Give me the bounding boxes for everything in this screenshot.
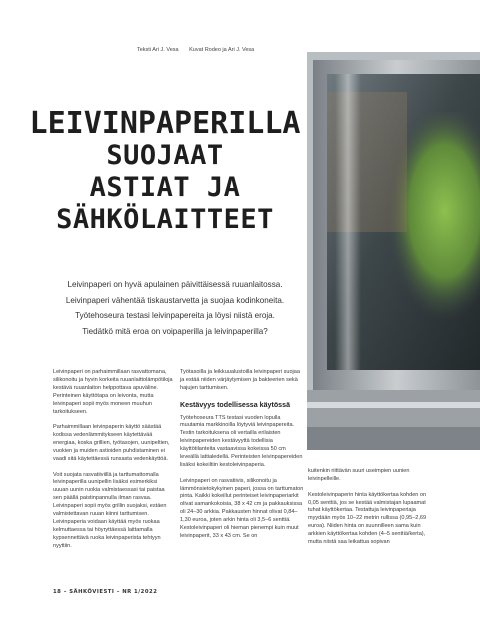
title-line-4: SÄHKÖLAITTEET [56, 204, 274, 235]
lead-paragraph [20, 277, 330, 339]
body-column-2 [180, 369, 304, 549]
oven-photo [307, 52, 480, 450]
lead-line: Tiedätkö mitä eroa on voipaperilla ja leivinpaperilla? [82, 326, 268, 336]
text-credit: Teksti Ari J. Vesa [137, 47, 179, 53]
page-footer: 18 – SÄHKÖVIESTI – NR 1/2022 [53, 589, 158, 595]
body-paragraph: Leivinpaperi on parhaimmillaan rasvattomana, silikonoitu ja hyvin korkeita ruuanlaittolämpötiloja kestävä ruuanlaiton helppottava apuväline. Perinteinen käyttötapa on leivonta, mutta leivinpaperi sopii myös moneen muuhun tarkoitukseen. [53, 369, 173, 415]
body-paragraph: Työtasoilla ja leikkuualustoilla leivinpaperi suojaa ja estää niiden värjäytymisen ja bakteerien sekä hajujen tarttumisen. [180, 369, 300, 391]
title-line-3: ASTIAT JA [89, 172, 241, 203]
body-paragraph: Voit suojata rasvatiiviillä ja tarttumattomalla leivinpaperilla uunipellin lisäksi esimerkiksi uuuan uunin ruokia valmistaessasi tai paistaa sen päällä paistinpannulla ilman rasvaa. Leivinpaperi sopii myös grillin suojaksi, estäen valmistettavan ruuan kiinni tarttumisen. Leivinpaperia voidaan käyttää myös ruokaa kelmuttaessa tai höyryttäessä laittamalla kypsennettävä ruoka leivinpaperista tehtyyn nyyttiin. [53, 471, 167, 549]
title-line-2: SUOJAAT [106, 140, 224, 171]
body-column-3 [308, 468, 436, 555]
article-title [0, 108, 330, 236]
article-credits [137, 47, 263, 53]
lead-line: Leivinpaperi vähentää tiskaustarvetta ja suojaa kodinkoneita. [65, 295, 285, 305]
body-paragraph: Parhaimmillaan leivinpaperin käyttö säästää kodissa vedenlämmitykseen käytettävää energiaa, koska grillien, työtasojen, uunipeltien, vuokien ja muiden astioiden puhdistaminen ei vaadi sitä käytettäessä runsasta vedenkäyttöä. [53, 424, 170, 462]
section-heading: Kestävyys todellisessa käytössä [180, 400, 291, 409]
lead-line: Leivinpaperi on hyvä apulainen päivittäisessä ruuanlaitossa. [67, 280, 283, 289]
lead-line: Työtehoseura testasi leivinpapereita ja löysi niistä eroja. [75, 311, 275, 321]
body-column-1 [53, 369, 173, 558]
body-paragraph: Leivinpaperi on rasvatiivis, silikonoitu ja lämmönsietokykyinen paperi, jossa on tarttumaton pinta. Kaikki kokeillut perinteiset leivinpaperiarkit olivat samankokoisia, 38 x 42 cm ja pakkauksissa oli 24–30 arkkia. Pakkausten hinnat olivat 0,84–1,30 euroa, joten arkin hinta oli 3,5–6 senttiä. Kestoleivinpaperi oli hieman pienempi kuin muut leivinpaperit, 33 x 43 cm. Se on [180, 477, 304, 539]
body-paragraph: kuitenkin riittävän suuri useimpien uunien leivinpelleille. [308, 468, 410, 482]
photo-credit: Kuvat Rodeo ja Ari J. Vesa [189, 47, 255, 53]
title-line-1: LEIVINPAPERILLA [29, 106, 301, 141]
oven-photo-illustration [307, 52, 480, 450]
body-paragraph: Kestoleivinpaperin hinta käyttökertaa kohden on 0,05 senttiä, jos se kestää valmistajan lupaamat tuhat käyttökertaa. Testattuja leivinpaperiaja myydään myös 10–22 metrin rullissa (0,95–2,69 euroa). Niiden hinta on suunnilleen sama kuin arkkien käyttökertaa kohden (4–5 senttiä/kerta), mutta niistä saa leikattua sopivan [308, 491, 427, 546]
body-paragraph: Työtehoseura TTS testasi vuoden lopulla muutamia markkinoilla löytyviä leivinpapereita. Testin tarkoituksena oli vertailla erilaisten leivinpapereiden kestävyyttä todellisia käyttötilanteita vastaavissa kokeissa 50 cm leveällä lattialedellä. Perinteisten leivinpapereiden lisäksi kokeiltiin kestoleivinpaperia. [180, 414, 303, 468]
